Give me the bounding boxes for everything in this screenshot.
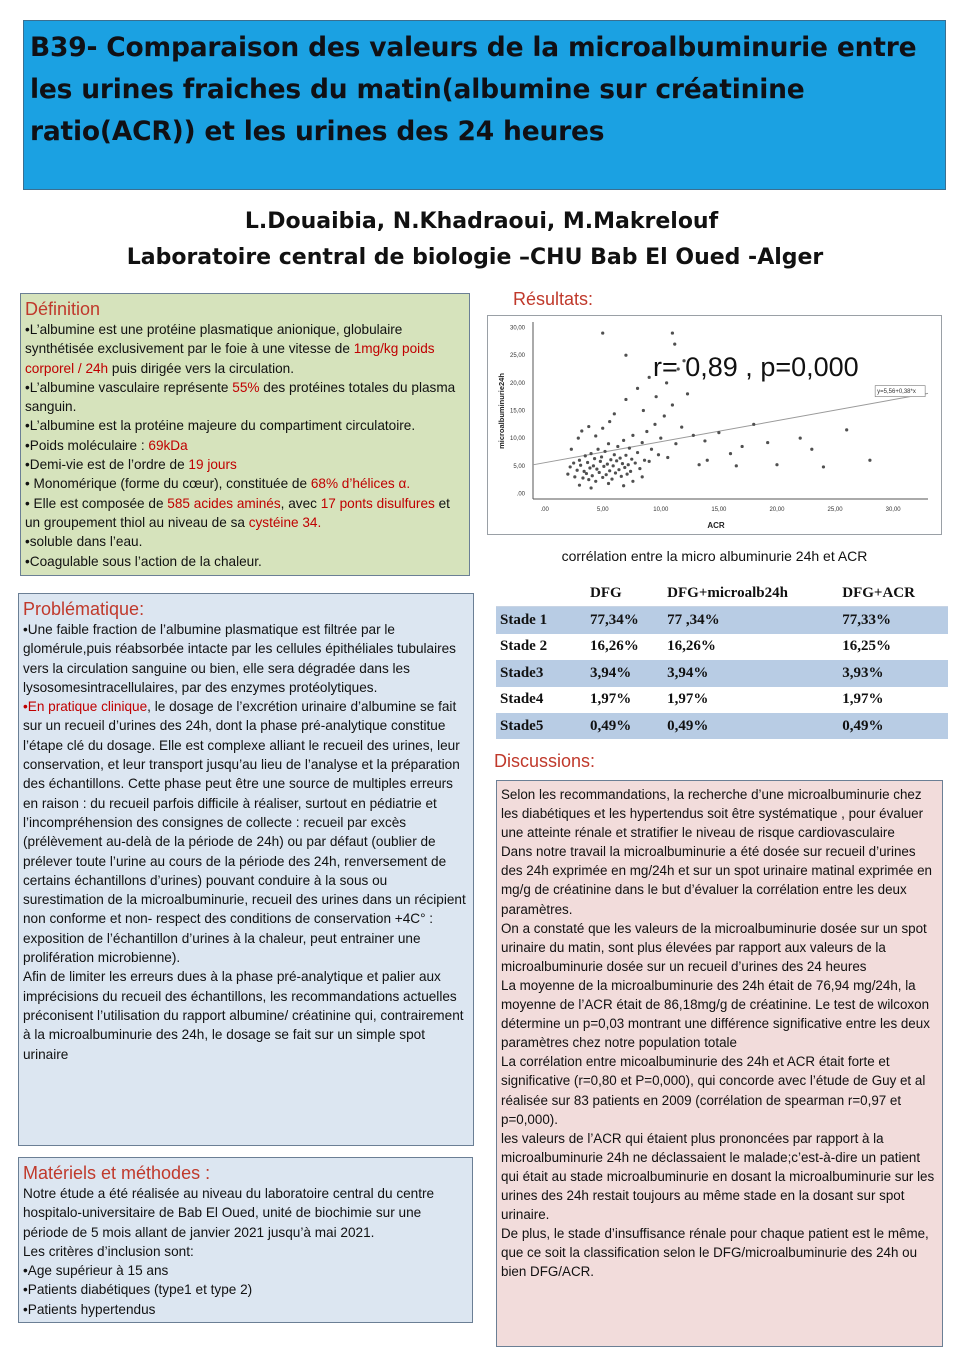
table-header-cell: DFG+microalb24h (663, 580, 838, 607)
scatter-point (627, 463, 630, 466)
table-row (496, 687, 948, 713)
definition-heading: Définition (25, 299, 101, 319)
table-cell: 77,33% (838, 607, 948, 634)
scatter-point (601, 331, 604, 334)
scatter-point (636, 387, 639, 390)
definition-section (20, 293, 470, 576)
scatter-point (610, 477, 613, 480)
scatter-chart (488, 316, 941, 534)
scatter-point (569, 465, 572, 468)
x-tick-label: 25,00 (827, 507, 843, 513)
discussion-paragraph: La corrélation entre micoalbuminurie des 24h et ACR était forte et significative (r=0,80 et P=0,000), qui concorde avec l’étude de Guy et al réalisée sur 83 patients en 2009 (corrélation de spearman r=0,97 et p=0,000). (501, 1054, 926, 1127)
scatter-point (636, 451, 639, 454)
x-tick-label: .00 (540, 507, 549, 513)
scatter-point (680, 425, 683, 428)
correlation-annotation: r= 0,89 , p=0,000 (653, 352, 859, 382)
definition-line: •Poids moléculaire : 69kDa (25, 437, 188, 453)
scatter-point (593, 457, 596, 460)
discussion-paragraph: Dans notre travail la microalbuminurie a été dosée sur recueil d’urines des 24h exprimée en mg/24h et sur un spot urinaire matinal exprimée en mg/g de créatinine dans le but d’évaluer la corrélation entre les deux paramètres. (501, 844, 932, 917)
materiels-paragraph: Les critères d’inclusion sont: (23, 1243, 194, 1259)
discussion-paragraph: Selon les recommandations, la recherche d’une microalbuminurie chez les diabétiques et les hypertendus soit être systématique , pour évaluer une atteinte rénale et stratifier le niveau de risque cardiovasculaire (501, 787, 924, 841)
table-cell: Stade4 (496, 687, 586, 713)
x-axis-label: ACR (707, 521, 725, 530)
scatter-point (608, 469, 611, 472)
chart-caption: corrélation entre la micro albuminurie 24h et ACR (561, 548, 868, 564)
scatter-point (630, 458, 633, 461)
scatter-point (648, 460, 651, 463)
table-row (496, 660, 948, 686)
table-header-row (496, 580, 948, 607)
scatter-point (698, 463, 701, 466)
scatter-point (634, 461, 637, 464)
scatter-point (617, 468, 620, 471)
y-tick-label: .00 (516, 491, 525, 498)
table-cell: 3,94% (586, 660, 663, 686)
definition-line: • Elle est composée de 585 acides aminés, avec 17 ponts disulfures et un groupement thiol au niveau de sa cystéine 34. (25, 495, 450, 530)
table-cell: 0,49% (586, 713, 663, 739)
y-tick-label: 5,00 (513, 463, 525, 470)
table-cell: 0,49% (838, 713, 948, 739)
table-cell: 3,93% (838, 660, 948, 686)
scatter-point (766, 441, 769, 444)
scatter-point (641, 475, 644, 478)
scatter-point (613, 453, 616, 456)
scatter-point (729, 452, 732, 455)
table-cell: 1,97% (586, 687, 663, 713)
definition-line: • Monomérique (forme du cœur), constituée de 68% d’hélices α. (25, 476, 411, 492)
scatter-point (613, 412, 616, 415)
scatter-point (592, 464, 595, 467)
scatter-point (752, 423, 755, 426)
problematique-paragraph: •En pratique clinique, le dosage de l’excrétion urinaire d’albumine se fait sur un recueil d’urines des 24h, dont la phase pré-analytique constitue l’étape clé du dosage. Elle est complexe alliant le recueil des urines, leur conservation, et leur transport jusqu’au lieu de l’analyse et la préparation des échantillons. Cette phase peut être une source de multiples erreurs en raison : du recueil parfois difficile à réaliser, surtout en pédiatrie et l’incompréhension des consignes de collecte : recueil par excès (prélèvement au-delà de la période de 24h) ou par défaut (oublier de prélever toute l’urine au cours de la période des 24h, renversement de certains échantillons d’urines) pouvant conduire à la sous ou surestimation de la microalbuminurie, recueil des urines dans un récipient non conforme et non- respect des conditions de conservation +4C° : exposition de l’échantillon d’urines à la chaleur, peut entrainer une prolifération microbienne). (23, 699, 466, 966)
scatter-point (638, 467, 641, 470)
scatter-point (648, 376, 651, 379)
table-cell: Stade5 (496, 713, 586, 739)
discussion-paragraph: On a constaté que les valeurs de la microalbuminurie dosée sur un spot urinaire du matin, sont plus élevées par rapport aux valeurs de la microalbuminurie dosée sur un recueil d’urines des 24 heures (501, 920, 927, 974)
problematique-paragraph: •Une faible fraction de l’albumine plasmatique est filtrée par le glomérule,puis réabsorbée intacte par les cellules épithéliales tubulaires vers la circulation sanguine ou bien, elle sera dégradée dans les lysosomesintracellulaires, par des enzymes protéolytiques. (23, 622, 456, 695)
scatter-point (655, 395, 658, 398)
scatter-point (666, 456, 669, 459)
scatter-point (601, 476, 604, 479)
materiels-section (18, 1157, 473, 1323)
x-tick-label: 15,00 (711, 507, 727, 513)
scatter-point (601, 427, 604, 430)
scatter-point (645, 430, 648, 433)
table-cell: Stade3 (496, 660, 586, 686)
scatter-point (810, 448, 813, 451)
scatter-point (602, 465, 605, 468)
scatter-point (579, 464, 582, 467)
scatter-chart-frame (487, 315, 942, 535)
table-cell: 16,25% (838, 634, 948, 660)
scatter-point (599, 460, 602, 463)
scatter-point (603, 450, 606, 453)
x-tick-label: 20,00 (769, 507, 785, 513)
scatter-point (596, 448, 599, 451)
scatter-point (650, 448, 653, 451)
scatter-point (608, 420, 611, 423)
table-row (496, 634, 948, 660)
y-tick-labels (510, 326, 526, 498)
table-cell: 3,94% (663, 660, 838, 686)
scatter-point (585, 472, 588, 475)
table-cell: 16,26% (586, 634, 663, 660)
scatter-point (566, 473, 569, 476)
scatter-point (622, 484, 625, 487)
scatter-point (735, 464, 738, 467)
table-row (496, 713, 948, 739)
scatter-point (614, 471, 617, 474)
scatter-point (624, 354, 627, 357)
discussion-paragraph: les valeurs de l’ACR qui étaient plus prononcées par rapport à la microalbuminurie 24h ne déclassaient le malade;c’est-à-dire un patient qui était au stade microalbuminurie en dosant la microalbuminurie sur les urines des 24h restait toujours au même stade en la dosant sur spot urinaire. (501, 1130, 935, 1223)
resultats-heading: Résultats: (513, 289, 594, 309)
y-axis-label: microalbuminurie24h (497, 373, 506, 449)
scatter-point (717, 431, 720, 434)
scatter-point (583, 470, 586, 473)
scatter-point (615, 459, 618, 462)
materiels-paragraph: Notre étude a été réalisée au niveau du laboratoire central du centre hospitalo-universitaire de Bab El Oued, unité de biochimie sur une période de 5 mois allant de janvier 2021 jusqu’à mai 2021. (23, 1186, 435, 1240)
table-header-cell: DFG (586, 580, 663, 607)
scatter-point (600, 455, 603, 458)
scatter-point (703, 439, 706, 442)
scatter-point (591, 474, 594, 477)
problematique-section (18, 593, 474, 1146)
scatter-point (653, 423, 656, 426)
scatter-point (589, 486, 592, 489)
scatter-point (594, 434, 597, 437)
y-tick-label: 10,00 (509, 436, 525, 443)
scatter-point (671, 331, 674, 334)
scatter-point (657, 453, 660, 456)
scatter-point (588, 466, 591, 469)
definition-line: •Coagulable sous l’action de la chaleur. (25, 553, 262, 569)
scatter-point (605, 473, 608, 476)
fit-label: y=5,56+0,38*x (877, 389, 916, 396)
problematique-heading: Problématique: (23, 599, 145, 619)
scatter-point (572, 461, 575, 464)
poster-title: B39- Comparaison des valeurs de la microalbuminurie entre les urines fraiches du matin(albumine sur créatinine ratio(ACR)) et les urines des 24 heures (30, 32, 917, 147)
scatter-point (629, 470, 632, 473)
scatter-point (799, 437, 802, 440)
scatter-point (626, 473, 629, 476)
scatter-point (741, 445, 744, 448)
scatter-point (673, 343, 676, 346)
definition-line: •L’albumine est une protéine plasmatique anionique, globulaire synthétisée exclusivement par le foie à une vitesse de 1mg/kg poids corporel / 24h puis dirigée vers la circulation. (25, 322, 435, 376)
table-cell: 77 ,34% (663, 607, 838, 634)
scatter-point (580, 429, 583, 432)
table-header-cell (496, 580, 586, 607)
scatter-point (595, 468, 598, 471)
table-header-cell: DFG+ACR (838, 580, 948, 607)
scatter-point (643, 459, 646, 462)
scatter-point (607, 442, 610, 445)
scatter-point (692, 434, 695, 437)
scatter-point (577, 437, 580, 440)
scatter-point (868, 459, 871, 462)
scatter-point (598, 471, 601, 474)
scatter-point (616, 445, 619, 448)
y-tick-label: 25,00 (509, 353, 525, 360)
scatter-point (587, 478, 590, 481)
scatter-point (845, 428, 848, 431)
scatter-point (822, 465, 825, 468)
scatter-point (581, 476, 584, 479)
definition-line: •soluble dans l’eau. (25, 534, 143, 550)
table-cell: 1,97% (838, 687, 948, 713)
table-cell: 0,49% (663, 713, 838, 739)
authors: L.Douaibia, N.Khadraoui, M.Makrelouf (244, 209, 719, 234)
table-row (496, 607, 948, 634)
scatter-point (623, 466, 626, 469)
scatter-point (706, 459, 709, 462)
scatter-point (631, 480, 634, 483)
x-tick-label: 5,00 (596, 507, 609, 513)
scatter-point (642, 409, 645, 412)
scatter-point (586, 461, 589, 464)
table-cell: 77,34% (586, 607, 663, 634)
scatter-point (578, 484, 581, 487)
scatter-point (686, 392, 689, 395)
stages-table (496, 580, 948, 739)
definition-line: •L’albumine vasculaire représente 55% des protéines totales du plasma sanguin. (25, 379, 456, 415)
institution: Laboratoire central de biologie –CHU Bab El Oued -Alger (126, 245, 824, 270)
scatter-point (621, 462, 624, 465)
y-tick-label: 30,00 (509, 325, 525, 332)
table-cell: 1,97% (663, 687, 838, 713)
table-cell: Stade 2 (496, 634, 586, 660)
table-cell: 16,26% (663, 634, 838, 660)
scatter-point (674, 442, 677, 445)
scatter-point (624, 454, 627, 457)
scatter-point (671, 403, 674, 406)
x-tick-label: 10,00 (653, 507, 669, 513)
materiels-heading: Matériels et méthodes : (23, 1163, 211, 1183)
scatter-point (570, 448, 573, 451)
x-tick-labels (540, 507, 901, 513)
x-tick-label: 30,00 (885, 507, 901, 513)
discussion-paragraph: De plus, le stade d’insuffisance rénale pour chaque patient est le même, que ce soit la classification selon le DFG/microalbuminurie des 24h ou bien DFG/ACR. (501, 1226, 929, 1280)
materiels-paragraph: •Age supérieur à 15 ans (23, 1263, 169, 1279)
scatter-point (663, 414, 666, 417)
scatter-point (573, 475, 576, 478)
scatter-point (631, 434, 634, 437)
scatter-point (659, 437, 662, 440)
scatter-point (607, 482, 610, 485)
scatter-point (594, 480, 597, 483)
scatter-point (775, 463, 778, 466)
y-tick-label: 20,00 (509, 380, 525, 387)
discussions-section (496, 780, 943, 1347)
problematique-paragraph: Afin de limiter les erreurs dues à la phase pré-analytique et palier aux imprécisions du recueil des échantillons, les recommandations actuelles préconisent l’utilisation du rapport albumine/ créatinine qui, contrairement à la microalbuminurie des 24h, le dosage se fait sur un simple spot urinaire (23, 969, 464, 1062)
scatter-point (641, 441, 644, 444)
definition-line: •L’albumine est la protéine majeure du compartiment circulatoire. (25, 418, 416, 434)
scatter-point (612, 464, 615, 467)
table-cell: Stade 1 (496, 607, 586, 634)
materiels-paragraph: •Patients diabétiques (type1 et type 2) (23, 1282, 253, 1298)
scatter-point (576, 469, 579, 472)
definition-line: •Demi-vie est de l’ordre de 19 jours (25, 457, 237, 473)
scatter-point (578, 459, 581, 462)
scatter-point (589, 452, 592, 455)
y-tick-label: 15,00 (509, 408, 525, 415)
discussions-heading: Discussions: (494, 751, 596, 771)
scatter-point (609, 458, 612, 461)
scatter-point (584, 454, 587, 457)
scatter-point (587, 425, 590, 428)
scatter-point (624, 398, 627, 401)
scatter-point (606, 463, 609, 466)
scatter-point (620, 475, 623, 478)
discussion-paragraph: La moyenne de la microalbuminurie des 24h était de 76,94 mg/24h, la moyenne de l’ACR était de 86,18mg/g de créatinine. Le test de wilcoxon détermine un p=0,03 montrant une différence significative entre les deux paramètres chez notre population totale (501, 977, 930, 1051)
scatter-point (628, 447, 631, 450)
title-banner (23, 20, 946, 190)
scatter-point (619, 456, 622, 459)
materiels-paragraph: •Patients hypertendus (23, 1301, 156, 1317)
scatter-point (622, 439, 625, 442)
